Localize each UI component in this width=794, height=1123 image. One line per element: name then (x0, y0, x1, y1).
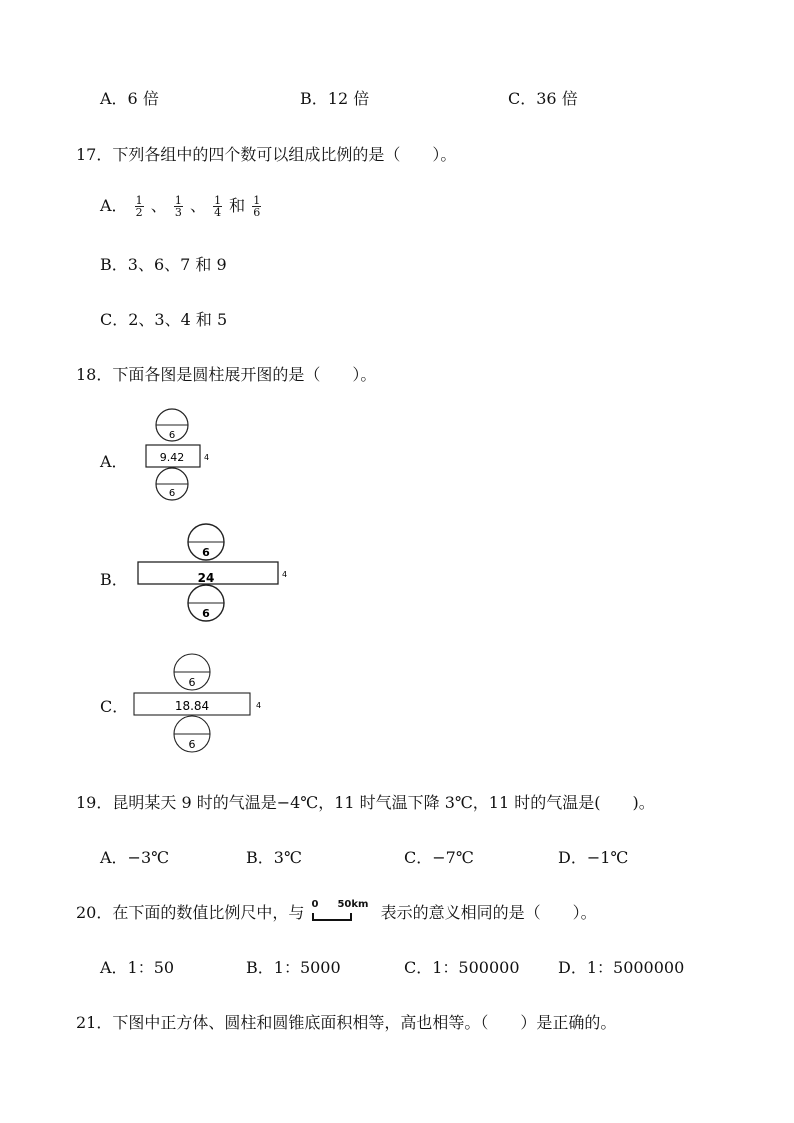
separator: 、 (189, 196, 206, 215)
cylinder-net-b (132, 520, 302, 624)
q17-option-a-label: A． (100, 196, 128, 215)
cylinder-net-a (140, 407, 220, 503)
q20-option-d[interactable]: D．1：5000000 (558, 958, 685, 977)
q20-option-a[interactable]: A．1：50 (100, 958, 175, 977)
q21-stem: 21．下图中正方体、圆柱和圆锥底面积相等，高也相等。（ ）是正确的。 (76, 1013, 617, 1032)
conjunction: 和 (229, 196, 246, 215)
separator: 、 (150, 196, 167, 215)
fraction: $\frac{1}{3}$ (174, 194, 182, 219)
fraction: $\frac{1}{4}$ (214, 194, 222, 219)
circle-label: 6 (188, 738, 196, 751)
rect-label: 24 (197, 571, 215, 585)
circle-label: 6 (202, 546, 210, 559)
q20-stem (76, 900, 597, 925)
cylinder-net-c (130, 652, 280, 756)
q20-option-c[interactable]: C．1：500000 (404, 958, 520, 977)
circle-label: 6 (202, 607, 210, 620)
rect-label: 18.84 (174, 699, 210, 713)
q18-option-c-label[interactable]: C． (100, 697, 129, 716)
q19-option-c[interactable]: C．−7℃ (404, 848, 474, 867)
q18-option-b-label[interactable]: B． (100, 570, 128, 589)
q18-stem: 18．下面各图是圆柱展开图的是（ ）。 (76, 365, 377, 384)
q19-stem: 19．昆明某天 9 时的气温是−4℃，11 时气温下降 3℃，11 时的气温是( )。 (76, 793, 655, 812)
q19-option-a[interactable]: A．−3℃ (100, 848, 170, 867)
scale-bar (309, 898, 375, 925)
q16-option-b[interactable]: B．12 倍 (300, 89, 370, 108)
side-label: 4 (204, 453, 210, 462)
q19-option-b[interactable]: B．3℃ (246, 848, 302, 867)
scale-end-label: 50km (337, 898, 369, 910)
q17-option-b[interactable]: B．3、6、7 和 9 (100, 255, 227, 274)
fraction: $\frac{1}{6}$ (253, 194, 261, 219)
fraction: $\frac{1}{2}$ (135, 194, 143, 219)
circle-label: 6 (168, 488, 176, 499)
q16-option-c[interactable]: C．36 倍 (508, 89, 578, 108)
q16-option-a[interactable]: A．6 倍 (100, 89, 159, 108)
q20-stem-after: 表示的意义相同的是（ ）。 (380, 903, 597, 922)
q17-stem: 17．下列各组中的四个数可以组成比例的是（ ）。 (76, 145, 457, 164)
q18-option-a-label[interactable]: A． (100, 452, 128, 471)
q20-stem-before: 20．在下面的数值比例尺中，与 (76, 903, 305, 922)
rect-label: 9.42 (159, 451, 185, 464)
q17-option-a[interactable] (100, 193, 263, 218)
q20-option-b[interactable]: B．1：5000 (246, 958, 341, 977)
circle-label: 6 (188, 676, 196, 689)
q17-option-c[interactable]: C．2、3、4 和 5 (100, 310, 228, 329)
q19-option-d[interactable]: D．−1℃ (558, 848, 629, 867)
circle-label: 6 (168, 430, 176, 441)
scale-zero-label: 0 (311, 898, 319, 910)
side-label: 4 (256, 701, 262, 710)
side-label: 4 (282, 570, 288, 579)
